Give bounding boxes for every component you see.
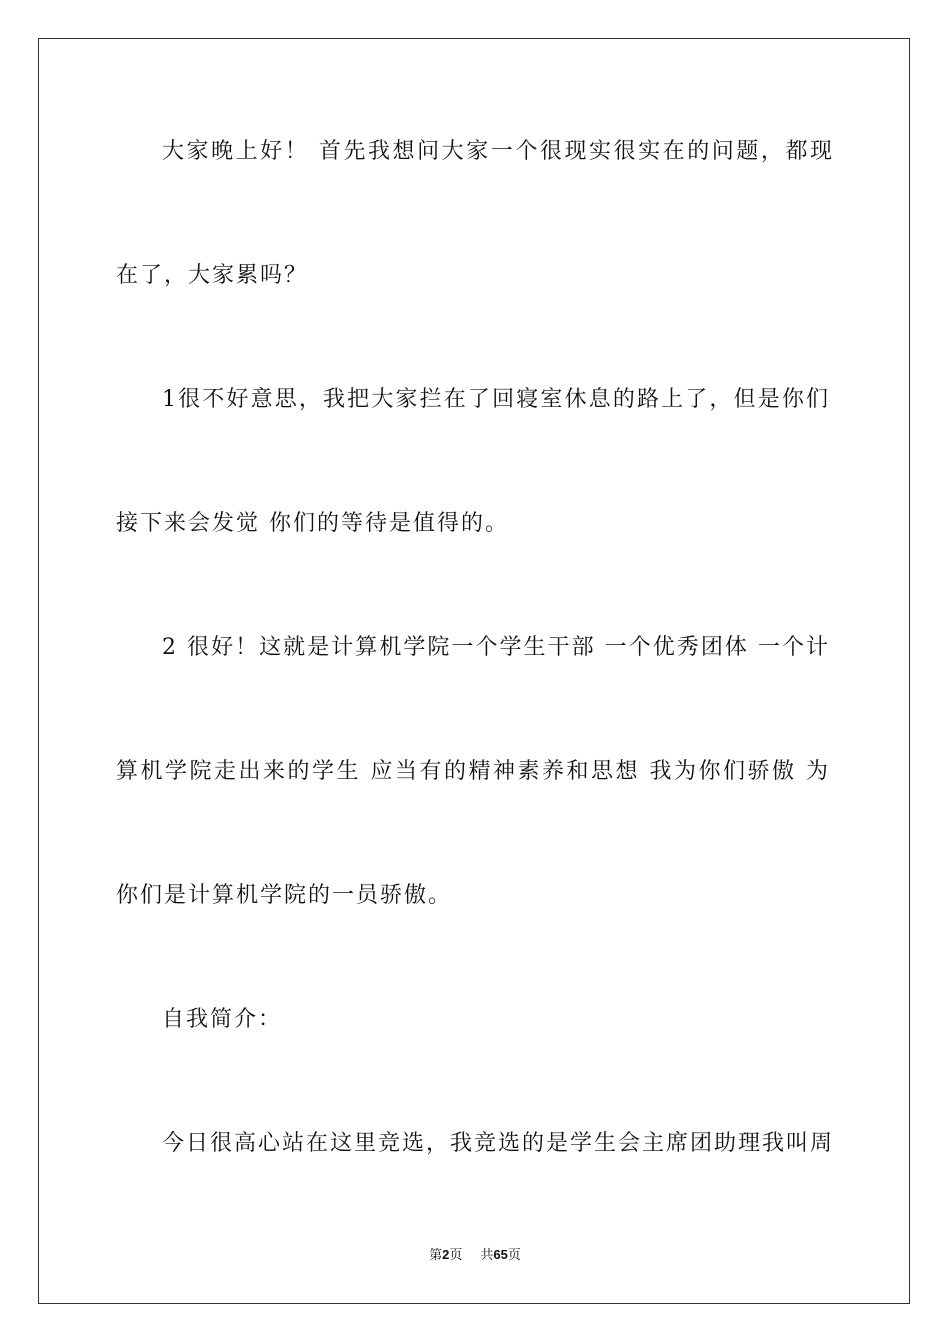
footer-total-number: 65	[493, 1247, 508, 1262]
paragraph-3-line-2: 算机学院走出来的学生 应当有的精神素养和思想 我为你们骄傲 为	[116, 759, 830, 784]
page-border	[38, 38, 910, 1304]
paragraph-2-line-2: 接下来会发觉 你们的等待是值得的。	[116, 511, 509, 536]
footer-total-prefix: 共	[480, 1248, 494, 1263]
section-heading-self-intro: 自我简介：	[162, 1007, 283, 1032]
paragraph-4-line-1: 今日很高心站在这里竞选，我竞选的是学生会主席团助理我叫周	[162, 1131, 835, 1156]
footer-total-suffix: 页	[507, 1248, 521, 1263]
paragraph-1-line-2: 在了，大家累吗？	[116, 263, 309, 288]
paragraph-3-line-3: 你们是计算机学院的一员骄傲。	[116, 883, 453, 908]
paragraph-1-line-1: 大家晚上好！ 首先我想问大家一个很现实很实在的问题，都现	[162, 139, 834, 164]
footer-page-number: 2	[442, 1247, 450, 1262]
paragraph-2-line-1: 1很不好意思，我把大家拦在了回寝室休息的路上了，但是你们	[162, 387, 830, 412]
footer-page-suffix: 页	[449, 1248, 463, 1263]
footer-page-prefix: 第	[429, 1248, 443, 1263]
page-footer	[0, 1246, 950, 1265]
paragraph-3-line-1: 2 很好！这就是计算机学院一个学生干部 一个优秀团体 一个计	[162, 635, 830, 660]
